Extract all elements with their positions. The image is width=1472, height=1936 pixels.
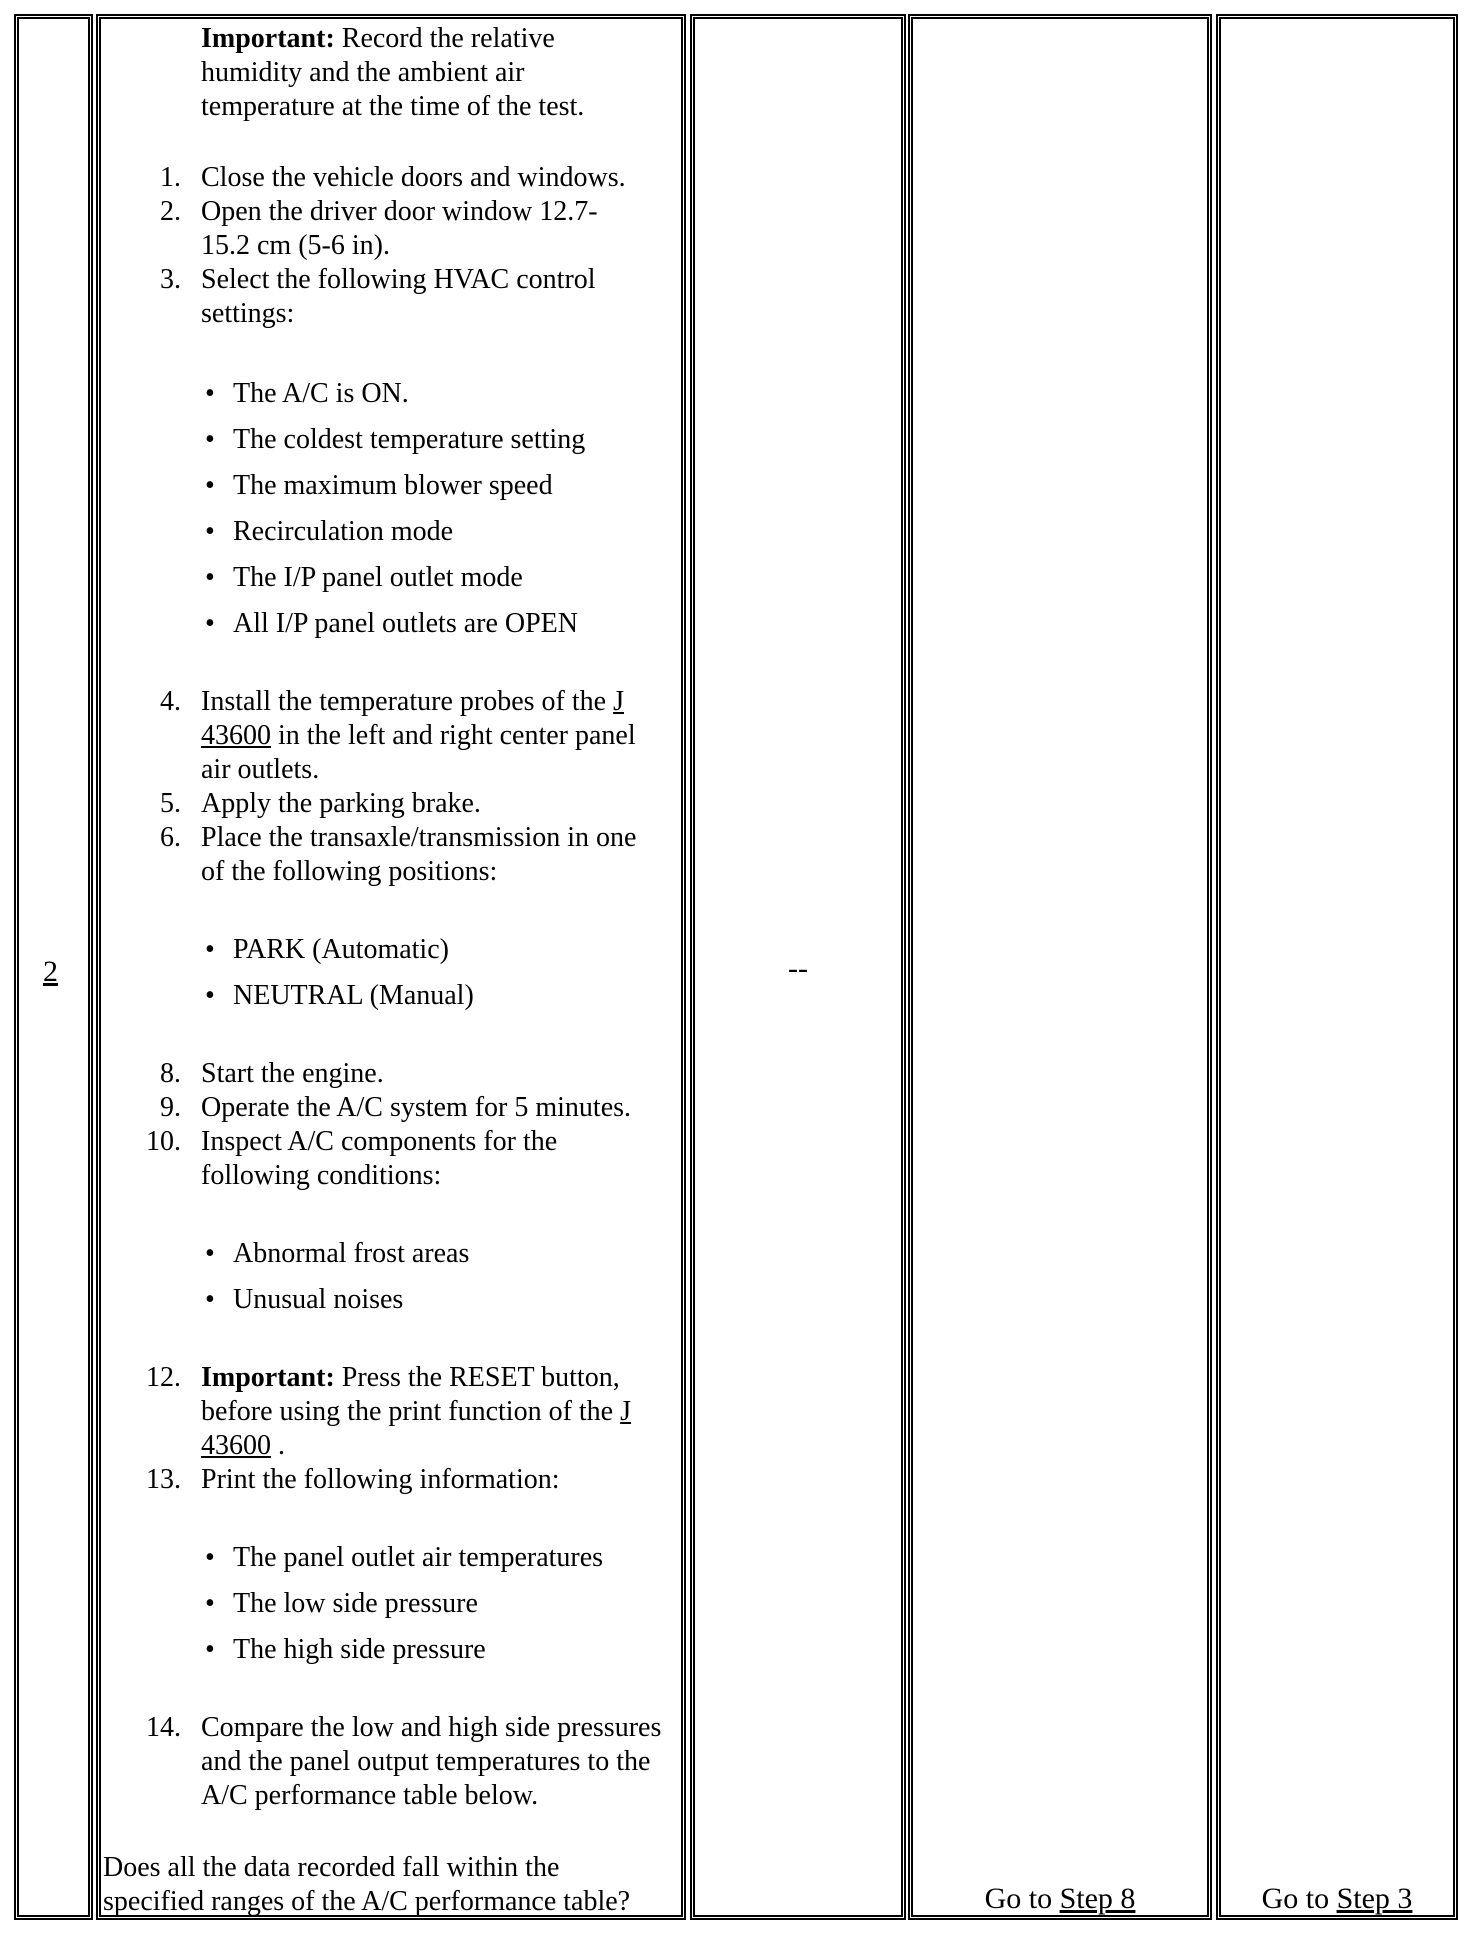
step-text: before using the print function of the J (201, 1396, 632, 1427)
step-num: 12. (146, 1362, 181, 1393)
bullet-dot: • (205, 1238, 215, 1269)
step-num: 9. (160, 1092, 181, 1123)
step-text: Operate the A/C system for 5 minutes. (201, 1092, 632, 1123)
value-text: -- (788, 952, 808, 985)
step-text: Close the vehicle doors and windows. (201, 162, 626, 193)
action-cell (96, 14, 686, 1920)
no-cell (1216, 14, 1458, 1920)
bullet-dot: • (205, 1284, 215, 1315)
go-to-step-3-link[interactable]: Step 3 (1336, 1882, 1413, 1915)
step-num: 14. (146, 1712, 181, 1743)
list-item: PARK (Automatic) (233, 934, 449, 965)
bullet-dot: • (205, 516, 215, 547)
bullet-dot: • (205, 562, 215, 593)
list-item: The panel outlet air temperatures (233, 1542, 604, 1573)
important-note-line: temperature at the time of the test. (201, 91, 585, 122)
list-item: NEUTRAL (Manual) (233, 980, 474, 1011)
step-num: 13. (146, 1464, 181, 1495)
bullet-dot: • (205, 424, 215, 455)
step-text: Place the transaxle/transmission in one (201, 822, 637, 853)
step-text: of the following positions: (201, 856, 498, 887)
step-num: 2. (160, 196, 181, 227)
step-text: Print the following information: (201, 1464, 560, 1495)
no-action: Go to Step 3 (1261, 1882, 1413, 1915)
list-item: The coldest temperature setting (233, 424, 586, 455)
list-item: Recirculation mode (233, 516, 454, 547)
important-note: Important: Record the relative (201, 23, 555, 54)
important-label: Important: (201, 23, 335, 54)
step-text: Compare the low and high side pressures (201, 1712, 662, 1743)
step-text: Start the engine. (201, 1058, 384, 1089)
list-item: The I/P panel outlet mode (233, 562, 523, 593)
list-item: Unusual noises (233, 1284, 404, 1315)
step-number-cell (14, 14, 93, 1920)
bullet-dot: • (205, 934, 215, 965)
step-num: 3. (160, 264, 181, 295)
list-item: The low side pressure (233, 1588, 478, 1619)
go-to-step-8-link[interactable]: Step 8 (1059, 1882, 1136, 1915)
bullet-dot: • (205, 1542, 215, 1573)
step-text: A/C performance table below. (201, 1780, 539, 1811)
step-text: air outlets. (201, 754, 320, 785)
step-text: 43600 in the left and right center panel (201, 720, 636, 751)
bullet-dot: • (205, 980, 215, 1011)
step-text: Select the following HVAC control (201, 264, 596, 295)
bullet-dot: • (205, 1588, 215, 1619)
tool-link[interactable]: J (613, 686, 624, 717)
step-text: 43600 . (201, 1430, 285, 1461)
step-text: Install the temperature probes of the J (201, 686, 624, 717)
bullet-dot: • (205, 378, 215, 409)
step-text: settings: (201, 298, 295, 329)
list-item: The maximum blower speed (233, 470, 553, 501)
bullet-dot: • (205, 608, 215, 639)
step-text: Important: Press the RESET button, (201, 1362, 620, 1393)
yes-cell (908, 14, 1212, 1920)
step-num: 6. (160, 822, 181, 853)
tool-link[interactable]: J (620, 1396, 632, 1427)
step-num: 1. (160, 162, 181, 193)
step-text: 15.2 cm (5-6 in). (201, 230, 390, 261)
step-num: 10. (146, 1126, 181, 1157)
step-num: 4. (160, 686, 181, 717)
tool-link[interactable]: 43600 (201, 1430, 271, 1461)
question-text: specified ranges of the A/C performance table? (103, 1886, 631, 1917)
list-item: The high side pressure (233, 1634, 486, 1665)
important-label: Important: (201, 1362, 335, 1393)
tool-link[interactable]: 43600 (201, 720, 271, 751)
step-num: 8. (160, 1058, 181, 1089)
value-cell (690, 14, 906, 1920)
bullet-dot: • (205, 470, 215, 501)
step-text: following conditions: (201, 1160, 442, 1191)
step-number-link[interactable]: 2 (43, 955, 58, 988)
yes-action: Go to Step 8 (984, 1882, 1136, 1915)
step-text: and the panel output temperatures to the (201, 1746, 651, 1777)
list-item: The A/C is ON. (233, 378, 409, 409)
question-text: Does all the data recorded fall within the (103, 1852, 560, 1883)
important-note-line: humidity and the ambient air (201, 57, 525, 88)
bullet-dot: • (205, 1634, 215, 1665)
step-text: Open the driver door window 12.7- (201, 196, 598, 227)
step-text: Inspect A/C components for the (201, 1126, 558, 1157)
step-text: Apply the parking brake. (201, 788, 481, 819)
list-item: Abnormal frost areas (233, 1238, 470, 1269)
step-num: 5. (160, 788, 181, 819)
list-item: All I/P panel outlets are OPEN (233, 608, 579, 639)
